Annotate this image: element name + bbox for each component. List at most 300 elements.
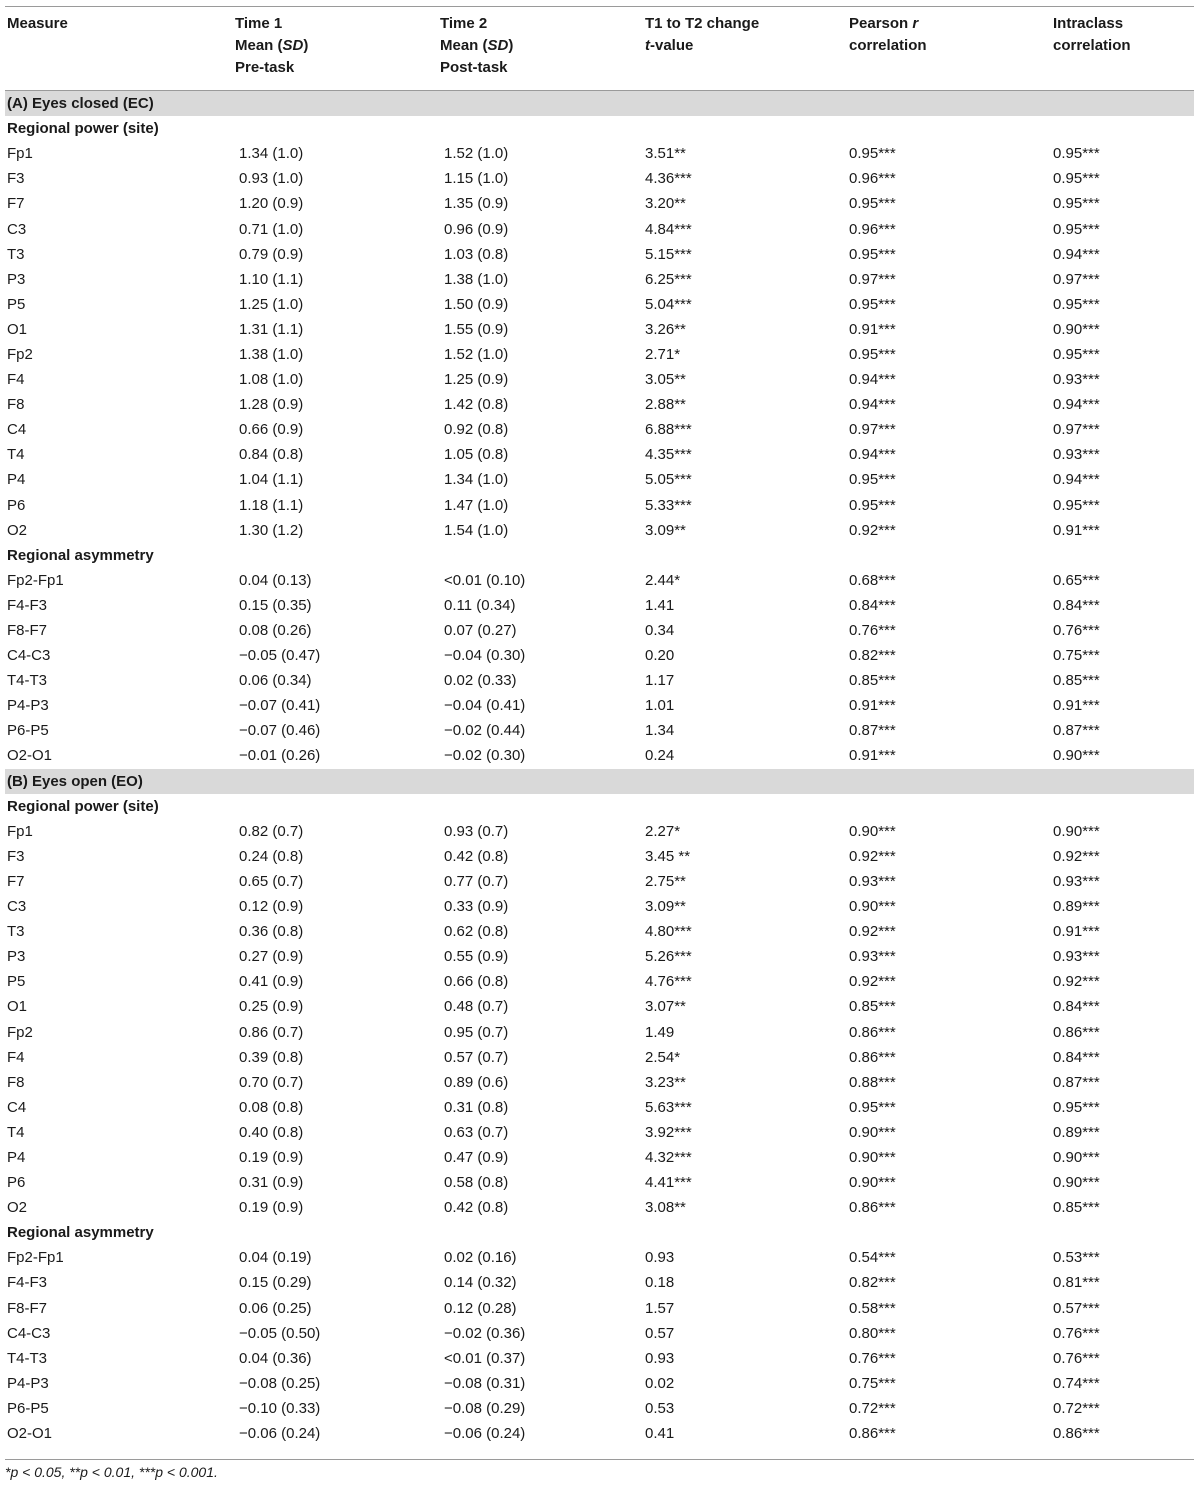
cell-time1: −0.06 (0.24) xyxy=(239,1425,321,1443)
cell-intraclass: 0.97*** xyxy=(1053,421,1100,439)
cell-measure: P4-P3 xyxy=(7,697,49,715)
cell-t-value: 0.41 xyxy=(645,1425,675,1443)
cell-intraclass: 0.93*** xyxy=(1053,446,1100,464)
cell-pearson: 0.95*** xyxy=(849,471,896,489)
cell-t-value: 5.15*** xyxy=(645,245,692,263)
table-row xyxy=(5,819,1194,844)
table-row xyxy=(5,869,1194,894)
cell-time1: 1.08 (1.0) xyxy=(239,371,304,389)
table-row xyxy=(5,1070,1194,1095)
table-row xyxy=(5,1095,1194,1120)
cell-measure: F4 xyxy=(7,371,25,389)
cell-time1: 1.18 (1.1) xyxy=(239,496,304,514)
table-row xyxy=(5,367,1194,392)
header-line: T1 to T2 change xyxy=(645,15,760,32)
cell-time2: 0.96 (0.9) xyxy=(444,220,509,238)
cell-t-value: 1.01 xyxy=(645,697,675,715)
table-row xyxy=(5,1371,1194,1396)
cell-time1: −0.08 (0.25) xyxy=(239,1374,321,1392)
cell-pearson: 0.87*** xyxy=(849,722,896,740)
cell-pearson: 0.72*** xyxy=(849,1399,896,1417)
cell-time2: −0.04 (0.41) xyxy=(444,697,526,715)
cell-intraclass: 0.57*** xyxy=(1053,1299,1100,1317)
cell-time1: 1.28 (0.9) xyxy=(239,396,304,414)
cell-measure: C3 xyxy=(7,898,27,916)
header-pearson xyxy=(847,7,1051,91)
cell-intraclass: 0.89*** xyxy=(1053,898,1100,916)
cell-measure: F4 xyxy=(7,1048,25,1066)
cell-pearson: 0.93*** xyxy=(849,872,896,890)
cell-time1: 0.86 (0.7) xyxy=(239,1023,304,1041)
cell-time1: 1.04 (1.1) xyxy=(239,471,304,489)
table-row xyxy=(5,1321,1194,1346)
cell-time1: 0.40 (0.8) xyxy=(239,1123,304,1141)
cell-time1: 0.04 (0.19) xyxy=(239,1249,312,1267)
cell-measure: C4 xyxy=(7,421,27,439)
cell-time2: 1.15 (1.0) xyxy=(444,170,509,188)
cell-intraclass: 0.92*** xyxy=(1053,847,1100,865)
cell-t-value: 0.24 xyxy=(645,747,675,765)
cell-time1: 0.08 (0.8) xyxy=(239,1098,304,1116)
cell-time1: 0.06 (0.34) xyxy=(239,672,312,690)
cell-measure: P3 xyxy=(7,270,26,288)
cell-time2: 1.03 (0.8) xyxy=(444,245,509,263)
cell-time2: 1.52 (1.0) xyxy=(444,145,509,163)
cell-measure: F8 xyxy=(7,396,25,414)
cell-time2: 0.07 (0.27) xyxy=(444,622,517,640)
cell-time2: 0.42 (0.8) xyxy=(444,847,509,865)
header-line: Time 2 xyxy=(440,15,488,32)
cell-time1: 0.19 (0.9) xyxy=(239,1199,304,1217)
header-time2 xyxy=(438,7,643,91)
cell-measure: P4 xyxy=(7,1148,26,1166)
cell-time1: 0.41 (0.9) xyxy=(239,973,304,991)
cell-intraclass: 0.93*** xyxy=(1053,872,1100,890)
table-row xyxy=(5,292,1194,317)
cell-measure: T4-T3 xyxy=(7,1349,48,1367)
table-row xyxy=(5,493,1194,518)
cell-time1: 0.36 (0.8) xyxy=(239,923,304,941)
cell-pearson: 0.95*** xyxy=(849,195,896,213)
header-line: Pearson r xyxy=(849,15,919,32)
cell-time2: −0.04 (0.30) xyxy=(444,647,526,665)
cell-t-value: 3.09** xyxy=(645,898,686,916)
table-row xyxy=(5,342,1194,367)
group-title: Regional asymmetry xyxy=(7,1224,154,1242)
cell-time1: −0.07 (0.41) xyxy=(239,697,321,715)
cell-t-value: 3.92*** xyxy=(645,1123,692,1141)
group-title: Regional power (site) xyxy=(7,120,159,138)
cell-measure: F7 xyxy=(7,872,25,890)
table-row xyxy=(5,191,1194,216)
cell-t-value: 3.05** xyxy=(645,371,686,389)
cell-t-value: 3.09** xyxy=(645,521,686,539)
cell-measure: T4 xyxy=(7,446,25,464)
header-line: Time 1 xyxy=(235,15,283,32)
header-line: Mean (SD) xyxy=(235,37,309,54)
cell-time2: 0.02 (0.33) xyxy=(444,672,517,690)
cell-t-value: 6.25*** xyxy=(645,270,692,288)
cell-t-value: 0.18 xyxy=(645,1274,675,1292)
cell-pearson: 0.85*** xyxy=(849,672,896,690)
cell-measure: C4 xyxy=(7,1098,27,1116)
cell-pearson: 0.96*** xyxy=(849,220,896,238)
cell-measure: P3 xyxy=(7,948,26,966)
cell-time2: 1.50 (0.9) xyxy=(444,295,509,313)
cell-pearson: 0.76*** xyxy=(849,622,896,640)
cell-pearson: 0.82*** xyxy=(849,647,896,665)
cell-time1: 0.06 (0.25) xyxy=(239,1299,312,1317)
table-row xyxy=(5,743,1194,768)
cell-t-value: 5.26*** xyxy=(645,948,692,966)
cell-intraclass: 0.84*** xyxy=(1053,1048,1100,1066)
cell-measure: O2 xyxy=(7,1199,28,1217)
cell-measure: T3 xyxy=(7,245,25,263)
cell-time1: −0.10 (0.33) xyxy=(239,1399,321,1417)
cell-t-value: 4.35*** xyxy=(645,446,692,464)
cell-t-value: 2.44* xyxy=(645,571,681,589)
cell-intraclass: 0.74*** xyxy=(1053,1374,1100,1392)
cell-pearson: 0.90*** xyxy=(849,1148,896,1166)
cell-t-value: 1.34 xyxy=(645,722,675,740)
cell-time1: 0.24 (0.8) xyxy=(239,847,304,865)
cell-time2: −0.06 (0.24) xyxy=(444,1425,526,1443)
cell-intraclass: 0.90*** xyxy=(1053,1174,1100,1192)
cell-intraclass: 0.95*** xyxy=(1053,345,1100,363)
table-row xyxy=(5,1145,1194,1170)
section-row xyxy=(5,91,1194,117)
table-row xyxy=(5,1421,1194,1446)
group-row xyxy=(5,794,1194,819)
table-row xyxy=(5,944,1194,969)
cell-time2: 0.92 (0.8) xyxy=(444,421,509,439)
cell-pearson: 0.86*** xyxy=(849,1425,896,1443)
cell-measure: C3 xyxy=(7,220,27,238)
table-row xyxy=(5,1170,1194,1195)
cell-time2: <0.01 (0.37) xyxy=(444,1349,526,1367)
cell-pearson: 0.54*** xyxy=(849,1249,896,1267)
cell-intraclass: 0.72*** xyxy=(1053,1399,1100,1417)
table-row xyxy=(5,593,1194,618)
table-header xyxy=(5,7,1194,91)
cell-pearson: 0.95*** xyxy=(849,295,896,313)
cell-intraclass: 0.95*** xyxy=(1053,170,1100,188)
cell-measure: Fp2 xyxy=(7,1023,33,1041)
cell-t-value: 3.45 ** xyxy=(645,847,691,865)
cell-time2: 1.54 (1.0) xyxy=(444,521,509,539)
cell-time1: 0.15 (0.29) xyxy=(239,1274,312,1292)
cell-pearson: 0.95*** xyxy=(849,145,896,163)
cell-pearson: 0.91*** xyxy=(849,697,896,715)
cell-t-value: 0.53 xyxy=(645,1399,675,1417)
table-row xyxy=(5,467,1194,492)
cell-time2: −0.02 (0.44) xyxy=(444,722,526,740)
cell-time1: −0.01 (0.26) xyxy=(239,747,321,765)
cell-time2: 1.42 (0.8) xyxy=(444,396,509,414)
cell-pearson: 0.93*** xyxy=(849,948,896,966)
cell-pearson: 0.58*** xyxy=(849,1299,896,1317)
cell-time1: 0.84 (0.8) xyxy=(239,446,304,464)
cell-intraclass: 0.90*** xyxy=(1053,747,1100,765)
cell-time1: 0.04 (0.13) xyxy=(239,571,312,589)
cell-measure: O1 xyxy=(7,998,28,1016)
cell-measure: T4-T3 xyxy=(7,672,48,690)
cell-measure: F8-F7 xyxy=(7,1299,48,1317)
cell-time1: 0.93 (1.0) xyxy=(239,170,304,188)
cell-time2: 0.77 (0.7) xyxy=(444,872,509,890)
cell-time2: 0.55 (0.9) xyxy=(444,948,509,966)
table-row xyxy=(5,1296,1194,1321)
cell-time1: 1.30 (1.2) xyxy=(239,521,304,539)
cell-t-value: 4.84*** xyxy=(645,220,692,238)
cell-measure: T4 xyxy=(7,1123,25,1141)
table-row xyxy=(5,141,1194,166)
cell-time2: 0.42 (0.8) xyxy=(444,1199,509,1217)
table-row xyxy=(5,417,1194,442)
cell-time2: 1.38 (1.0) xyxy=(444,270,509,288)
cell-t-value: 0.34 xyxy=(645,622,675,640)
cell-measure: Fp2-Fp1 xyxy=(7,571,64,589)
cell-time1: 0.19 (0.9) xyxy=(239,1148,304,1166)
cell-time1: 0.12 (0.9) xyxy=(239,898,304,916)
cell-measure: P4 xyxy=(7,471,26,489)
cell-time1: −0.05 (0.47) xyxy=(239,647,321,665)
cell-t-value: 0.57 xyxy=(645,1324,675,1342)
cell-intraclass: 0.53*** xyxy=(1053,1249,1100,1267)
cell-intraclass: 0.76*** xyxy=(1053,1349,1100,1367)
cell-time2: 1.52 (1.0) xyxy=(444,345,509,363)
cell-time1: 0.70 (0.7) xyxy=(239,1073,304,1091)
section-row xyxy=(5,769,1194,794)
cell-measure: F8 xyxy=(7,1073,25,1091)
group-row xyxy=(5,1220,1194,1245)
cell-pearson: 0.85*** xyxy=(849,998,896,1016)
cell-t-value: 3.20** xyxy=(645,195,686,213)
cell-pearson: 0.91*** xyxy=(849,747,896,765)
cell-t-value: 3.08** xyxy=(645,1199,686,1217)
cell-pearson: 0.82*** xyxy=(849,1274,896,1292)
cell-t-value: 4.80*** xyxy=(645,923,692,941)
table-row xyxy=(5,317,1194,342)
cell-pearson: 0.86*** xyxy=(849,1199,896,1217)
cell-time2: 1.34 (1.0) xyxy=(444,471,509,489)
cell-pearson: 0.97*** xyxy=(849,270,896,288)
cell-pearson: 0.75*** xyxy=(849,1374,896,1392)
cell-time2: −0.08 (0.29) xyxy=(444,1399,526,1417)
cell-time1: 1.31 (1.1) xyxy=(239,320,304,338)
table-row xyxy=(5,392,1194,417)
cell-measure: O2-O1 xyxy=(7,1425,53,1443)
header-measure xyxy=(5,7,233,91)
cell-pearson: 0.97*** xyxy=(849,421,896,439)
cell-t-value: 4.41*** xyxy=(645,1174,692,1192)
cell-time2: 0.93 (0.7) xyxy=(444,822,509,840)
table-body xyxy=(5,91,1194,1447)
cell-pearson: 0.96*** xyxy=(849,170,896,188)
table-row xyxy=(5,166,1194,191)
cell-pearson: 0.95*** xyxy=(849,345,896,363)
header-row xyxy=(5,7,1194,91)
cell-measure: C4-C3 xyxy=(7,647,51,665)
cell-measure: P6 xyxy=(7,496,26,514)
cell-intraclass: 0.95*** xyxy=(1053,145,1100,163)
table-row xyxy=(5,442,1194,467)
cell-t-value: 2.71* xyxy=(645,345,681,363)
cell-measure: F4-F3 xyxy=(7,1274,48,1292)
cell-measure: Fp2-Fp1 xyxy=(7,1249,64,1267)
cell-t-value: 5.33*** xyxy=(645,496,692,514)
cell-measure: Fp1 xyxy=(7,822,33,840)
cell-pearson: 0.95*** xyxy=(849,245,896,263)
cell-t-value: 0.20 xyxy=(645,647,675,665)
cell-time1: −0.05 (0.50) xyxy=(239,1324,321,1342)
cell-pearson: 0.86*** xyxy=(849,1023,896,1041)
cell-intraclass: 0.95*** xyxy=(1053,220,1100,238)
table-row xyxy=(5,518,1194,543)
cell-intraclass: 0.91*** xyxy=(1053,697,1100,715)
cell-t-value: 5.63*** xyxy=(645,1098,692,1116)
cell-t-value: 3.26** xyxy=(645,320,686,338)
table-row xyxy=(5,1195,1194,1220)
cell-measure: O2 xyxy=(7,521,28,539)
cell-intraclass: 0.95*** xyxy=(1053,1098,1100,1116)
group-row xyxy=(5,116,1194,141)
cell-time1: 1.34 (1.0) xyxy=(239,145,304,163)
cell-intraclass: 0.95*** xyxy=(1053,195,1100,213)
cell-time2: 1.25 (0.9) xyxy=(444,371,509,389)
cell-t-value: 0.93 xyxy=(645,1349,675,1367)
cell-time1: 1.20 (0.9) xyxy=(239,195,304,213)
cell-time2: 0.33 (0.9) xyxy=(444,898,509,916)
cell-t-value: 5.05*** xyxy=(645,471,692,489)
cell-time1: 1.25 (1.0) xyxy=(239,295,304,313)
cell-time1: 1.38 (1.0) xyxy=(239,345,304,363)
header-time1 xyxy=(233,7,438,91)
cell-time2: 0.12 (0.28) xyxy=(444,1299,517,1317)
cell-pearson: 0.88*** xyxy=(849,1073,896,1091)
cell-time2: −0.02 (0.30) xyxy=(444,747,526,765)
cell-t-value: 2.88** xyxy=(645,396,686,414)
cell-intraclass: 0.93*** xyxy=(1053,948,1100,966)
cell-t-value: 0.93 xyxy=(645,1249,675,1267)
cell-t-value: 2.27* xyxy=(645,822,681,840)
cell-time2: 0.47 (0.9) xyxy=(444,1148,509,1166)
cell-pearson: 0.86*** xyxy=(849,1048,896,1066)
cell-t-value: 3.07** xyxy=(645,998,686,1016)
cell-t-value: 1.57 xyxy=(645,1299,675,1317)
cell-intraclass: 0.75*** xyxy=(1053,647,1100,665)
table-row xyxy=(5,1270,1194,1295)
cell-intraclass: 0.90*** xyxy=(1053,822,1100,840)
cell-time1: 0.65 (0.7) xyxy=(239,872,304,890)
cell-intraclass: 0.95*** xyxy=(1053,496,1100,514)
cell-intraclass: 0.90*** xyxy=(1053,320,1100,338)
cell-pearson: 0.68*** xyxy=(849,571,896,589)
cell-measure: P6-P5 xyxy=(7,1399,49,1417)
cell-measure: P4-P3 xyxy=(7,1374,49,1392)
header-line: Measure xyxy=(7,15,68,32)
header-line: correlation xyxy=(1053,37,1131,54)
table-row xyxy=(5,969,1194,994)
cell-pearson: 0.90*** xyxy=(849,1174,896,1192)
table-row xyxy=(5,643,1194,668)
cell-intraclass: 0.93*** xyxy=(1053,371,1100,389)
header-line: Intraclass xyxy=(1053,15,1124,32)
cell-time1: 0.04 (0.36) xyxy=(239,1349,312,1367)
table-row xyxy=(5,1346,1194,1371)
cell-time1: 0.25 (0.9) xyxy=(239,998,304,1016)
cell-intraclass: 0.94*** xyxy=(1053,471,1100,489)
table-row xyxy=(5,844,1194,869)
cell-intraclass: 0.84*** xyxy=(1053,596,1100,614)
cell-time2: 1.35 (0.9) xyxy=(444,195,509,213)
header-line: Pre-task xyxy=(235,59,295,76)
cell-time2: 0.57 (0.7) xyxy=(444,1048,509,1066)
cell-pearson: 0.94*** xyxy=(849,446,896,464)
cell-measure: O2-O1 xyxy=(7,747,53,765)
cell-time2: 1.05 (0.8) xyxy=(444,446,509,464)
cell-time2: 0.58 (0.8) xyxy=(444,1174,509,1192)
cell-time2: 0.02 (0.16) xyxy=(444,1249,517,1267)
cell-intraclass: 0.94*** xyxy=(1053,245,1100,263)
table-row xyxy=(5,718,1194,743)
cell-time1: 0.08 (0.26) xyxy=(239,622,312,640)
header-line: Mean (SD) xyxy=(440,37,514,54)
cell-pearson: 0.94*** xyxy=(849,396,896,414)
cell-time1: 0.31 (0.9) xyxy=(239,1174,304,1192)
footnote: *p < 0.05, **p < 0.01, ***p < 0.001. xyxy=(5,1459,1194,1480)
cell-measure: F3 xyxy=(7,170,25,188)
cell-time2: 1.47 (1.0) xyxy=(444,496,509,514)
cell-time1: 0.39 (0.8) xyxy=(239,1048,304,1066)
cell-t-value: 1.17 xyxy=(645,672,675,690)
cell-time1: 0.66 (0.9) xyxy=(239,421,304,439)
cell-intraclass: 0.85*** xyxy=(1053,672,1100,690)
cell-measure: P6 xyxy=(7,1174,26,1192)
cell-intraclass: 0.85*** xyxy=(1053,1199,1100,1217)
cell-intraclass: 0.84*** xyxy=(1053,998,1100,1016)
cell-time2: 0.14 (0.32) xyxy=(444,1274,517,1292)
cell-measure: T3 xyxy=(7,923,25,941)
cell-time1: 1.10 (1.1) xyxy=(239,270,304,288)
cell-pearson: 0.90*** xyxy=(849,1123,896,1141)
cell-time2: −0.08 (0.31) xyxy=(444,1374,526,1392)
header-line: t-value xyxy=(645,37,694,54)
cell-pearson: 0.91*** xyxy=(849,320,896,338)
cell-measure: F8-F7 xyxy=(7,622,48,640)
cell-t-value: 1.49 xyxy=(645,1023,675,1041)
table-row xyxy=(5,216,1194,241)
cell-time1: 0.71 (1.0) xyxy=(239,220,304,238)
cell-intraclass: 0.81*** xyxy=(1053,1274,1100,1292)
header-line: correlation xyxy=(849,37,927,54)
table-row xyxy=(5,618,1194,643)
cell-intraclass: 0.92*** xyxy=(1053,973,1100,991)
table-row xyxy=(5,894,1194,919)
cell-time2: 1.55 (0.9) xyxy=(444,320,509,338)
table-row xyxy=(5,693,1194,718)
group-title: Regional power (site) xyxy=(7,797,159,815)
cell-measure: C4-C3 xyxy=(7,1324,51,1342)
cell-t-value: 3.23** xyxy=(645,1073,686,1091)
cell-time2: 0.89 (0.6) xyxy=(444,1073,509,1091)
cell-time2: 0.11 (0.34) xyxy=(444,596,516,614)
cell-pearson: 0.90*** xyxy=(849,822,896,840)
cell-pearson: 0.92*** xyxy=(849,521,896,539)
cell-measure: Fp1 xyxy=(7,145,33,163)
cell-measure: P6-P5 xyxy=(7,722,49,740)
cell-pearson: 0.95*** xyxy=(849,1098,896,1116)
